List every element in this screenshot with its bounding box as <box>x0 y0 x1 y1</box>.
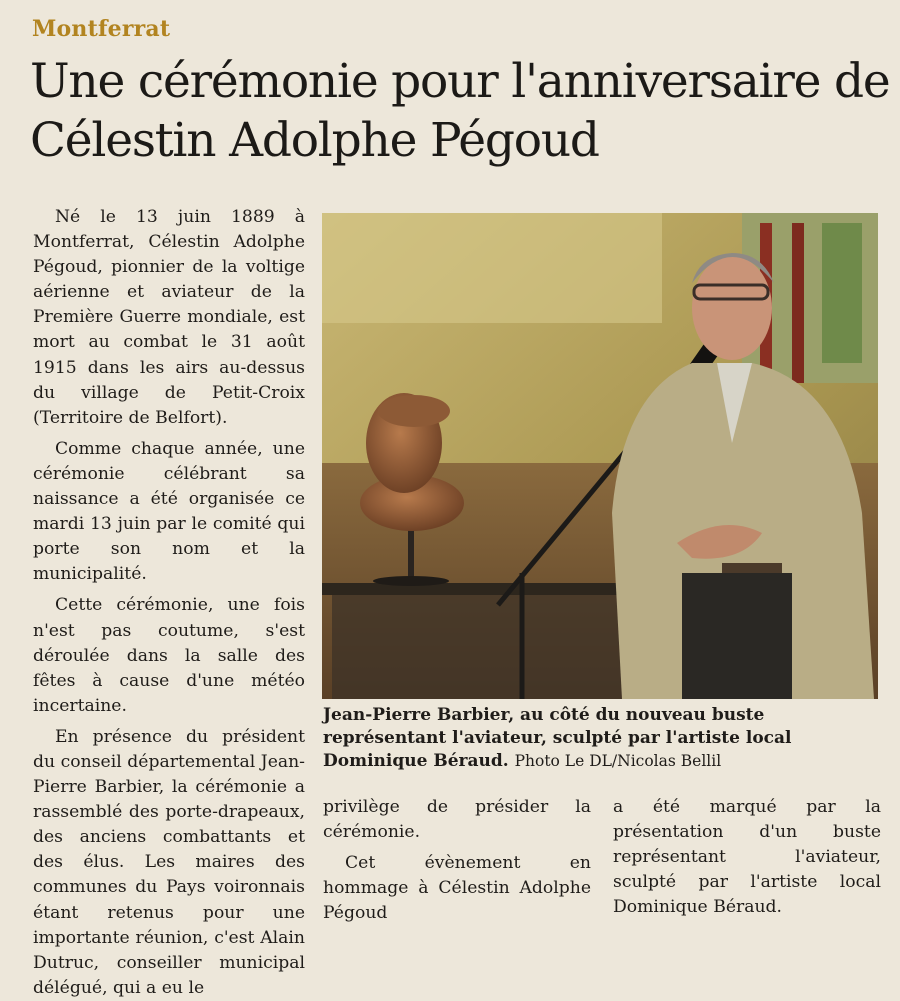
paragraph: Né le 13 juin 1889 à Montferrat, Célestin Adolphe Pégoud, pionnier de la voltige aérienne et aviateur de la Première Guerre mondiale, est mort au combat le 31 août 1915 dans les airs au-dessus du village de Petit-Croix (Territoire de Belfort). <box>33 207 305 428</box>
paragraph: Comme chaque année, une cérémonie célébrant sa naissance a été organisée ce mardi 13 juin par le comité qui porte son nom et la municipalité. <box>33 438 305 585</box>
photo-caption <box>323 704 883 773</box>
paragraph: privilège de présider la cérémonie. <box>323 797 591 843</box>
headline: Une cérémonie pour l'anniversaire de Célestin Adolphe Pégoud <box>30 54 890 168</box>
paragraph: En présence du président du conseil départemental Jean-Pierre Barbier, la cérémonie a rassemblé des porte-drapeaux, des anciens combattants et des élus. Les maires des communes du Pays voironnais étant retenus pour une importante réunion, c'est Alain Dutruc, conseiller municipal délégué, qui a eu le <box>33 726 305 998</box>
caption-text: Jean-Pierre Barbier, au côté du nouveau buste représentant l'aviateur, sculpté par l'artiste local Dominique Béraud. <box>323 705 792 771</box>
section-label: Montferrat <box>32 16 171 42</box>
article-column-3 <box>613 795 881 920</box>
paragraph: a été marqué par la présentation d'un buste représentant l'aviateur, sculpté par l'artiste local Dominique Béraud. <box>613 797 881 918</box>
photo-credit: Photo Le DL/Nicolas Bellil <box>514 752 722 770</box>
photo-illustration <box>322 213 878 699</box>
paragraph: Cette cérémonie, une fois n'est pas coutume, s'est déroulée dans la salle des fêtes à cause d'une météo incertaine. <box>33 595 305 716</box>
article-column-2 <box>323 795 591 926</box>
article-photo <box>322 213 878 699</box>
article-column-1 <box>33 205 305 1001</box>
paragraph: Cet évènement en hommage à Célestin Adolphe Pégoud <box>323 853 591 924</box>
